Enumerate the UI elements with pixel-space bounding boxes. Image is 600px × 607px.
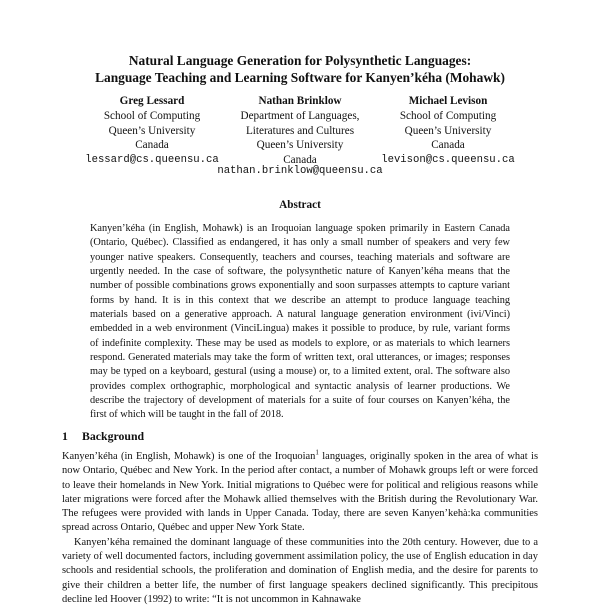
author-email: lessard@cs.queensu.ca [85, 154, 219, 167]
author-block-levison [368, 94, 528, 168]
author-block-lessard [72, 94, 232, 168]
author-affiliation: School of Computing [103, 109, 201, 122]
author-block-brinklow [218, 94, 382, 168]
section-heading [62, 429, 144, 444]
author-name: Michael Levison [408, 95, 488, 107]
author-affiliation: Canada [283, 154, 317, 167]
section-title: Background [82, 429, 145, 443]
author-affiliation: Queen’s University [404, 124, 492, 137]
author-affiliation: Canada [431, 139, 465, 152]
author-affiliation: Department of Languages, [240, 109, 360, 122]
author-email: levison@cs.queensu.ca [381, 154, 515, 167]
title-line-2: Language Teaching and Learning Software for Kanyen’kéha (Mohawk) [95, 70, 505, 85]
abstract-heading: Abstract [279, 199, 321, 211]
paper-title [0, 52, 600, 86]
author-affiliation: Queen’s University [256, 139, 344, 152]
abstract-text: Kanyen’kéha (in English, Mohawk) is an Iroquoian language spoken primarily in Eastern Canada (Ontario, Québec). Classified as endangered, it has only a small number of speakers and very few younger native speakers. Consequently, teachers and courses, teaching materials and software are urgently needed. In the case of software, the polysynthetic nature of Kanyen’kéha means that the number of possible combinations grows exponentially and soon surpasses attempts to capture variant forms by hand. It is in this context that we describe an attempt to produce language teaching materials based on a generative approach. A natural language generation environment (ivi/Vinci) embedded in a web environment (VinciLingua) makes it possible to produce, by rule, variant forms of indefinite complexity. These may be used as models to explore, or as materials to which learners respond. Generated materials may take the form of written text, oral utterances, or images; responses may be typed on a keyboard, gestural (using a mouse) or, to a limited extent, oral. The software also provides complex orthographic, morphological and syntactic analysis of learner productions. We describe the trajectory of development of materials for a suite of four courses on Kanyen’kéha, the first of which will be taught in the fall of 2018. [90, 223, 510, 421]
author-affiliation: Queen’s University [108, 124, 196, 137]
body-text [62, 450, 538, 607]
author-name: Greg Lessard [119, 95, 185, 107]
author-name: Nathan Brinklow [258, 95, 342, 107]
author-affiliation: Literatures and Cultures [245, 124, 355, 137]
paragraph-text: Kanyen’kéha (in English, Mohawk) is one of the Iroquoian [62, 451, 316, 462]
footnote-mark[interactable]: 1 [315, 448, 319, 457]
author-affiliation: School of Computing [399, 109, 497, 122]
paragraph [62, 450, 538, 536]
author-affiliation: Canada [135, 139, 169, 152]
paragraph: Kanyen’kéha remained the dominant language of these communities into the 20th century. However, due to a variety of well documented factors, including government assimilation policy, the use of English education in day schools and residential schools, the proliferation and domination of English media, and the desire for parents to give their children a better life, the number of first language speakers declined significantly. This precipitous decline led Hoover (1992) to write: “It is not uncommon in Kahnawake [62, 536, 538, 605]
paragraph-text: languages, originally spoken in the area of what is now Ontario, Québec and New York. In the period after contact, a number of Mohawk groups left or were forced to leave their homelands in New York. Initial migrations to Québec were for political and religious reasons while later migrations were forced after the Mohawk allied themselves with the British during the Revolutionary War. The refugees were provided with lands in Upper Canada. Today, there are seven Kanyen’kehà:ka communities spread across Ontario, Québec and upper New York State. [62, 451, 538, 534]
title-line-1: Natural Language Generation for Polysynthetic Languages: [128, 53, 472, 68]
author-email-brinklow: nathan.brinklow@queensu.ca [217, 165, 383, 177]
section-number: 1 [62, 429, 68, 443]
